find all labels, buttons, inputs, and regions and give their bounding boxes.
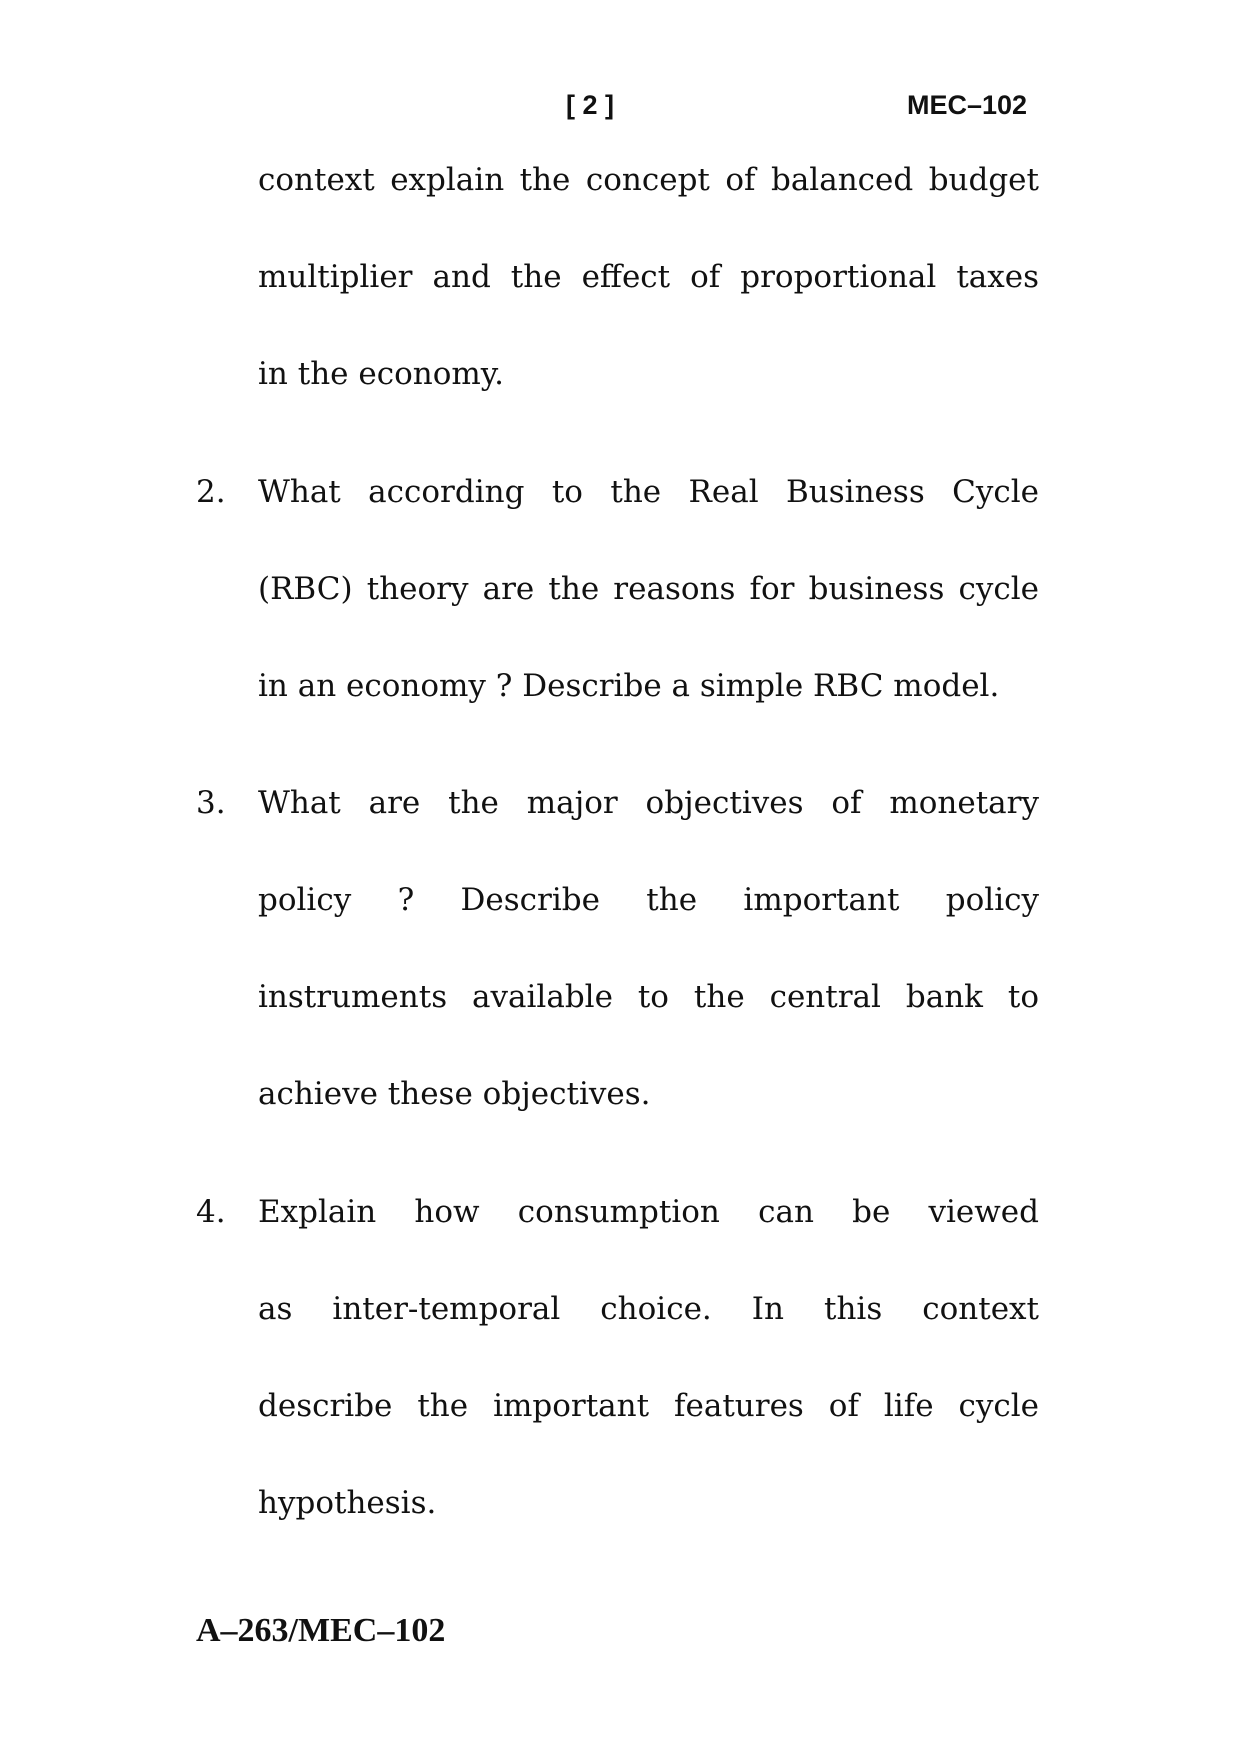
footer-code: A–263/MEC–102	[196, 1612, 446, 1649]
text-line: What according to the Real Business Cycle	[258, 474, 1039, 510]
text-line: in the economy.	[258, 356, 505, 392]
text-line: as inter-temporal choice. In this context	[258, 1291, 1039, 1327]
text-line: context explain the concept of balanced budget	[258, 162, 1039, 198]
page-number: [ 2 ]	[566, 90, 615, 120]
text-line: multiplier and the effect of proportional taxes	[258, 259, 1039, 295]
text-line: instruments available to the central bank to	[258, 979, 1039, 1015]
text-line: Explain how consumption can be viewed	[258, 1194, 1039, 1230]
text-line: hypothesis.	[258, 1485, 437, 1521]
course-code: MEC–102	[907, 90, 1028, 120]
text-line: What are the major objectives of monetary	[258, 785, 1039, 821]
text-line: describe the important features of life cycle	[258, 1388, 1039, 1424]
text-line: achieve these objectives.	[258, 1076, 651, 1112]
text-line: policy ? Describe the important policy	[258, 882, 1039, 918]
text-line: in an economy ? Describe a simple RBC model.	[258, 668, 1000, 704]
question-2-number: 2.	[196, 474, 226, 510]
question-3-number: 3.	[196, 785, 226, 821]
text-line: (RBC) theory are the reasons for business cycle	[258, 571, 1039, 607]
question-4-number: 4.	[196, 1194, 226, 1230]
